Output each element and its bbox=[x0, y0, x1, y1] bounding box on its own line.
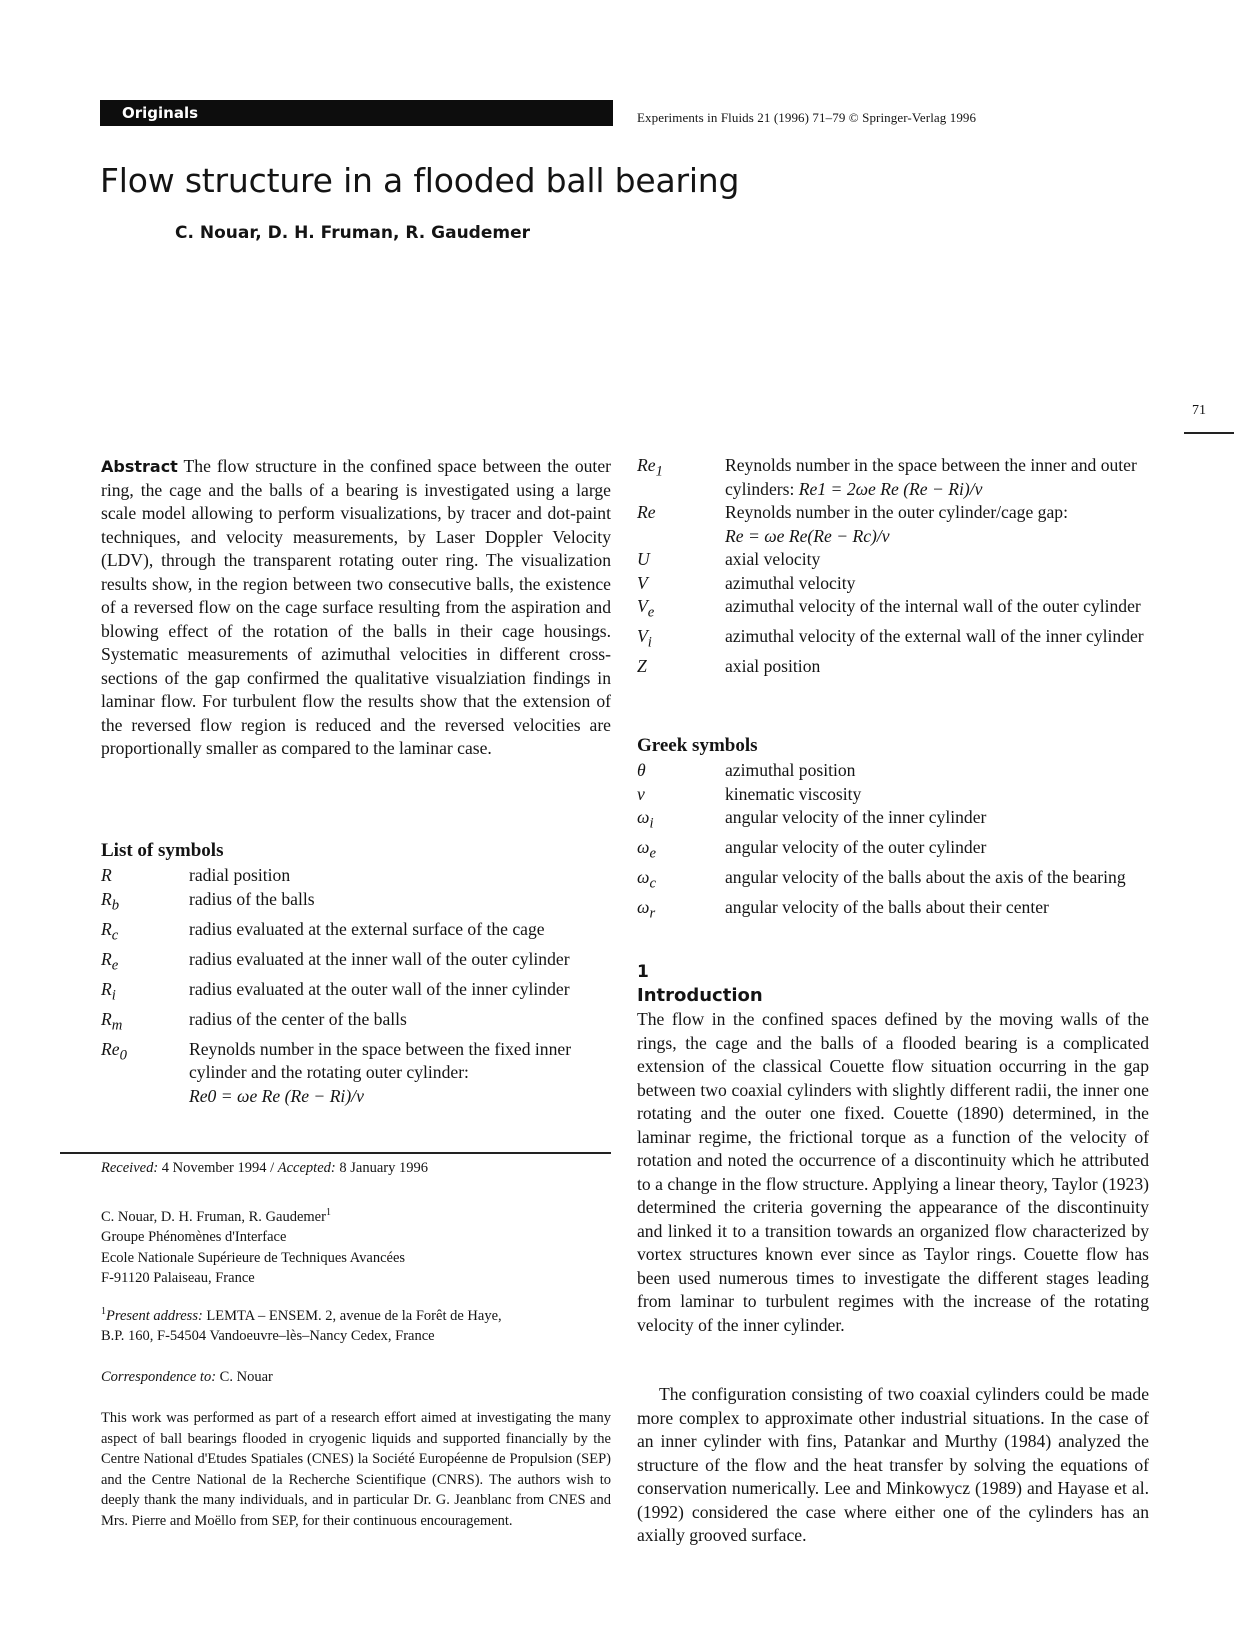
symbol-row bbox=[637, 759, 1150, 783]
intro-paragraph: The configuration consisting of two coaxial cylinders could be made more complex to approximate other industrial situations. In the case of an inner cylinder with fins, Patankar and Murthy (1984) analyzed the structure of the flow and the heat transfer by solving the equations of conservation numerically. Lee and Minkowycz (1989) and Hayase et al. (1992) considered the case where either one of the cylinders has an axially grooved surface. bbox=[637, 1384, 1149, 1545]
formula: Re0 = ωe Re (Re − Ri)/ν bbox=[189, 1085, 364, 1106]
symbol: U bbox=[637, 549, 650, 569]
symbol: $Re_0$ bbox=[101, 1038, 127, 1064]
symbol-row bbox=[101, 948, 611, 978]
symbol-row bbox=[637, 548, 1150, 572]
symbol-desc: Reynolds number in the space between the inner and outer cylinders: bbox=[725, 455, 1137, 499]
section-bar bbox=[100, 100, 613, 126]
acknowledgement: This work was performed as part of a research effort aimed at investigating the many aspect of ball bearings flooded in cryogenic liquids and supported financially by the Centre National d'Etudes Spatiales (CNES) la Société Européenne de Propulsion (SEP) and the Centre National de la Recherche Scientifique (CNRS). The authors wish to deeply thank the many individuals, and in particular Dr. G. Jeanblanc from CNES and Mrs. Pierre and Moëllo from SEP, for their continuous encouragement. bbox=[101, 1410, 611, 1529]
affiliation-line: Groupe Phénomènes d'Interface bbox=[101, 1229, 287, 1246]
formula: Re1 = 2ωe Re (Re − Ri)/ν bbox=[798, 478, 983, 499]
affiliation-line: Ecole Nationale Supérieure de Techniques Avancées bbox=[101, 1249, 406, 1266]
symbol: $V_e$ bbox=[637, 596, 655, 621]
symbol: $\omega_c$ bbox=[637, 867, 656, 892]
symbol-row bbox=[637, 896, 1150, 926]
symbol-row bbox=[637, 454, 1150, 501]
symbol-row bbox=[637, 595, 1150, 625]
symbol: $\omega_i$ bbox=[637, 807, 654, 832]
symbol: $R_c$ bbox=[101, 918, 119, 944]
symbol: $R_m$ bbox=[101, 1008, 123, 1034]
greek-symbols-table bbox=[637, 759, 1150, 926]
symbol-desc: azimuthal velocity of the internal wall of the outer cylinder bbox=[725, 596, 1141, 616]
footnote-rule bbox=[60, 1152, 611, 1154]
authors: C. Nouar, D. H. Fruman, R. Gaudemer bbox=[175, 223, 530, 243]
received-label: Received: bbox=[101, 1160, 159, 1176]
symbol-row bbox=[637, 572, 1150, 596]
section-label: Originals bbox=[122, 104, 199, 122]
symbol-desc: axial position bbox=[725, 656, 821, 677]
symbol-desc: angular velocity of the inner cylinder bbox=[725, 807, 987, 827]
page-number-rule bbox=[1184, 432, 1234, 434]
symbol: R bbox=[101, 865, 112, 885]
section-number: 1 bbox=[637, 962, 649, 982]
symbol-row bbox=[101, 888, 611, 918]
symbol-row bbox=[101, 1038, 611, 1109]
symbols-table-continued bbox=[637, 454, 1150, 679]
symbol: $Re_1$ bbox=[637, 455, 663, 480]
symbol-desc: radius evaluated at the inner wall of the outer cylinder bbox=[189, 948, 570, 969]
symbols-table bbox=[101, 864, 611, 1108]
symbol-row bbox=[637, 866, 1150, 896]
symbol-desc: Reynolds number in the space between the fixed inner cylinder and the rotating outer cylinder: bbox=[189, 1038, 572, 1083]
symbol: $R_i$ bbox=[101, 978, 116, 1004]
symbol-row bbox=[637, 501, 1150, 548]
journal-citation: Experiments in Fluids 21 (1996) 71–79 © Springer-Verlag 1996 bbox=[637, 110, 977, 125]
symbol-desc: radius evaluated at the external surface of the cage bbox=[189, 918, 545, 939]
symbol: $\omega_r$ bbox=[637, 897, 656, 922]
symbol-desc: axial velocity bbox=[725, 549, 821, 569]
symbol-row bbox=[637, 655, 1150, 679]
abstract bbox=[101, 455, 611, 761]
symbol: Re bbox=[637, 502, 656, 522]
formula: Re = ωe Re(Re − Rc)/ν bbox=[725, 525, 890, 546]
abstract-heading: Abstract bbox=[101, 457, 178, 476]
article-title: Flow structure in a flooded ball bearing bbox=[100, 161, 740, 200]
affiliation-line: F-91120 Palaiseau, France bbox=[101, 1270, 255, 1287]
symbol: ν bbox=[637, 783, 645, 804]
accepted-date: 8 January 1996 bbox=[339, 1160, 428, 1176]
symbol: θ bbox=[637, 760, 646, 780]
received-line: Received: 4 November 1994 / Accepted: 8 January 1996 bbox=[101, 1160, 428, 1176]
accepted-label: Accepted: bbox=[277, 1160, 336, 1176]
section-heading: Introduction bbox=[637, 985, 763, 1006]
symbol-row bbox=[637, 625, 1150, 655]
affiliation bbox=[101, 1203, 611, 1289]
abstract-text: The flow structure in the confined space between the outer ring, the cage and the balls of a bearing is investigated using a large scale model allowing to perform visualizations, by tracer and dot-paint techniques, and velocity measurements, by Laser Doppler Velocity (LDV), through the transparent rotating outer ring. The visualization results show, in the region between two consecutive balls, the existence of a reversed flow on the cage surface resulting from the aspiration and blowing effect of the rotation of the balls in their cage housings. Systematic measurements of azimuthal velocities in different cross-sections of the gap confirmed the qualitative visualziation findings in laminar flow. For turbulent flow the results show that the extension of the reversed flow region is reduced and the reversed velocities are proportionally smaller as compared to the laminar case. bbox=[101, 456, 611, 758]
affiliation-authors: C. Nouar, D. H. Fruman, R. Gaudemer$^1$ bbox=[101, 1207, 331, 1225]
correspondence-name: C. Nouar bbox=[219, 1369, 273, 1385]
symbol: $R_e$ bbox=[101, 948, 119, 974]
symbol: $\omega_e$ bbox=[637, 837, 656, 862]
symbol-desc: azimuthal velocity bbox=[725, 572, 856, 593]
symbol-desc: radius of the balls bbox=[189, 888, 315, 909]
correspondence-label: Correspondence to: bbox=[101, 1369, 217, 1385]
symbol: V bbox=[637, 572, 648, 593]
correspondence bbox=[101, 1367, 611, 1388]
symbol-row bbox=[637, 806, 1150, 836]
symbol-row bbox=[637, 836, 1150, 866]
symbol: $V_i$ bbox=[637, 626, 652, 651]
symbol-desc: angular velocity of the balls about their center bbox=[725, 897, 1049, 918]
received-date: 4 November 1994 bbox=[161, 1160, 267, 1176]
symbol-row bbox=[101, 918, 611, 948]
symbols-heading: List of symbols bbox=[101, 840, 224, 861]
symbol-desc: radius evaluated at the outer wall of the inner cylinder bbox=[189, 978, 570, 999]
symbol-desc: radius of the center of the balls bbox=[189, 1008, 407, 1029]
symbol: Z bbox=[637, 656, 647, 677]
symbol-row bbox=[101, 1008, 611, 1038]
symbol-desc: radial position bbox=[189, 865, 291, 885]
present-address-line: LEMTA – ENSEM. 2, avenue de la Forêt de Haye, bbox=[206, 1307, 502, 1324]
symbol-desc: azimuthal position bbox=[725, 760, 856, 780]
symbol-desc: angular velocity of the balls about the axis of the bearing bbox=[725, 867, 1126, 888]
symbol-desc: kinematic viscosity bbox=[725, 783, 862, 804]
symbol: $R_b$ bbox=[101, 888, 120, 914]
symbol-desc: angular velocity of the outer cylinder bbox=[725, 837, 987, 858]
symbol-row bbox=[637, 783, 1150, 807]
intro-paragraph: The flow in the confined spaces defined by the moving walls of the rings, the cage and the balls of a flooded bearing is a complicated extension of the classical Couette flow situation occurring in the gap between two coaxial cylinders with slightly different radii, the inner one rotating and the outer one fixed. Couette (1890) determined, in the laminar regime, the frictional torque as a function of the velocity of rotation and noted the occurrence of a discontinuity which he attributed to a change in the flow structure. Applying a linear theory, Taylor (1923) determined the criteria governing the appearance of the discontinuity and linked it to a transition towards an organized flow characterized by vortex structures known ever since as Taylor rings. Couette flow has been used numerous times to investigate the different stages leading from laminar to turbulent regimes with the increase of the rotating velocity of the inner cylinder. bbox=[637, 1009, 1149, 1335]
symbol-row bbox=[101, 864, 611, 888]
symbol-desc: Reynolds number in the outer cylinder/cage gap: bbox=[725, 502, 1068, 522]
present-address: $^1$Present address: LEMTA – ENSEM. 2, avenue de la Forêt de Haye, B.P. 160, F-54504 Vandoeuvre–lès–Nancy Cedex, France bbox=[101, 1302, 611, 1347]
present-address-line: B.P. 160, F-54504 Vandoeuvre–lès–Nancy Cedex, France bbox=[101, 1328, 435, 1345]
symbol-desc: azimuthal velocity of the external wall of the inner cylinder bbox=[725, 626, 1144, 647]
greek-symbols-heading: Greek symbols bbox=[637, 735, 758, 756]
page-number: 71 bbox=[1192, 403, 1206, 418]
symbol-row bbox=[101, 978, 611, 1008]
present-address-label: Present address: bbox=[106, 1307, 203, 1324]
